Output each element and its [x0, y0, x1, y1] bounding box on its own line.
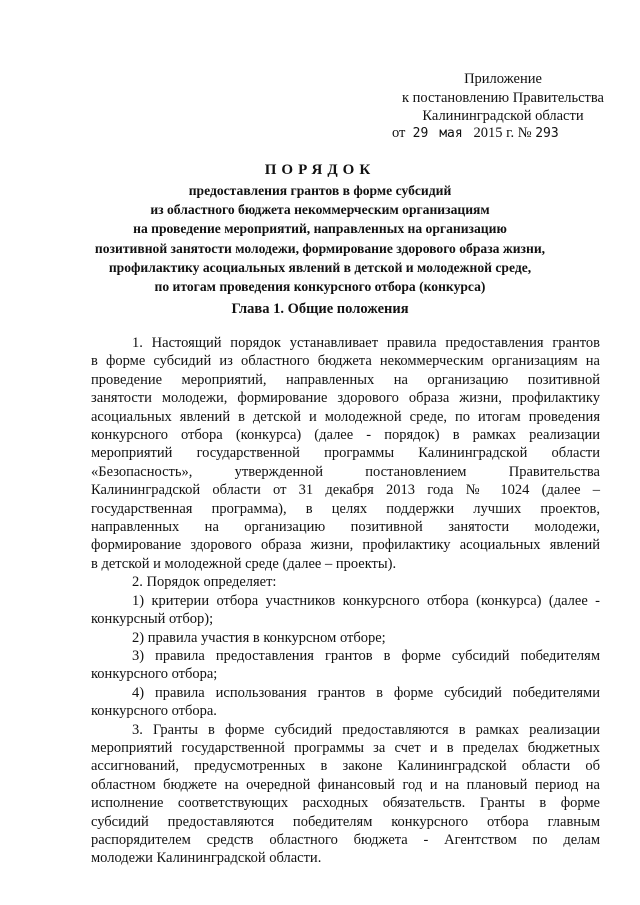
body-line: распорядителем средств областного бюджета - Агентством по делам: [91, 831, 600, 848]
appendix-line: Приложение: [464, 71, 542, 87]
body-line: 4) правила использования грантов в форме субсидий победителями: [132, 684, 600, 701]
body-line: формирование здорового образа жизни, профилактику асоциальных явлений: [91, 537, 600, 554]
body-line: Калининградской области от 31 декабря 2013 года № 1024 (далее –: [91, 482, 600, 499]
subtitle-line: позитивной занятости молодежи, формирование здорового образа жизни,: [94, 240, 546, 256]
body-line: конкурсного отбора;: [91, 666, 218, 683]
appendix-header: [388, 70, 618, 126]
body-line: 1) критерии отбора участников конкурсного отбора (конкурса) (далее -: [132, 592, 600, 609]
date-month: мая: [439, 126, 463, 141]
body-line: областном бюджете на очередной финансовый год и на плановый период на: [91, 776, 600, 793]
body-line: субсидий предоставляются победителям конкурсного отбора главным: [91, 813, 600, 830]
body-line: асоциальных явлений в детской и молодежной среде, по итогам проведения: [91, 408, 600, 425]
body-line: 3. Гранты в форме субсидий предоставляются в рамках реализации: [132, 721, 600, 738]
body-line: 2) правила участия в конкурсном отборе;: [132, 629, 386, 646]
body-line: конкурсный отбор);: [91, 611, 214, 628]
body-line: исполнение соответствующих расходных обязательств. Гранты в форме: [91, 795, 600, 812]
date-prefix: от: [392, 125, 406, 141]
chapter-heading: Глава 1. Общие положения: [231, 301, 409, 317]
document-subtitle: [80, 181, 560, 296]
body-line: занятости молодежи, формирование здорового образа жизни, профилактику: [91, 390, 600, 407]
document-body: [91, 334, 600, 868]
appendix-line: к постановлению Правительства: [402, 89, 604, 106]
body-line: в детской и молодежной среде (далее – проекты).: [91, 555, 397, 572]
body-line: мероприятий государственной программы за счет и в пределах бюджетных: [91, 739, 600, 756]
document-title: ПОРЯДОК: [264, 162, 376, 178]
appendix-line: Калининградской области: [422, 108, 584, 124]
body-line: 1. Настоящий порядок устанавливает правила предоставления грантов: [132, 335, 600, 351]
appendix-date-line: [392, 125, 559, 142]
date-day: 29: [412, 126, 429, 141]
subtitle-line: профилактику асоциальных явлений в детской и молодежной среде,: [108, 259, 532, 275]
body-line: конкурсного отбора.: [91, 703, 217, 720]
body-line: «Безопасность», утвержденной постановлением Правительства: [91, 463, 600, 480]
subtitle-line: по итогам проведения конкурсного отбора (конкурса): [154, 279, 486, 295]
body-line: ассигнований, предусмотренных в законе Калининградской области об: [91, 758, 600, 775]
decree-number: 293: [535, 126, 559, 141]
body-line: в форме субсидий из областного бюджета некоммерческим организациям на: [91, 353, 600, 370]
body-line: молодежи Калининградской области.: [91, 850, 322, 867]
subtitle-line: предоставления грантов в форме субсидий: [188, 183, 452, 198]
body-line: мероприятий государственной программы Калининградской области: [91, 445, 600, 462]
subtitle-line: из областного бюджета некоммерческим организациям: [150, 202, 490, 218]
date-year: 2015 г. №: [473, 125, 532, 141]
body-line: государственная программа), в целях поддержки лучших проектов,: [91, 500, 600, 517]
body-line: конкурсного отбора (конкурса) (далее - порядок) в рамках реализации: [91, 427, 600, 444]
subtitle-line: на проведение мероприятий, направленных на организацию: [133, 221, 507, 237]
body-line: 3) правила предоставления грантов в форме субсидий победителям: [132, 647, 600, 664]
body-line: проведение мероприятий, направленных на организацию позитивной: [91, 371, 600, 388]
body-line: 2. Порядок определяет:: [132, 574, 277, 591]
body-line: направленных на организацию позитивной занятости молодежи,: [91, 519, 600, 536]
